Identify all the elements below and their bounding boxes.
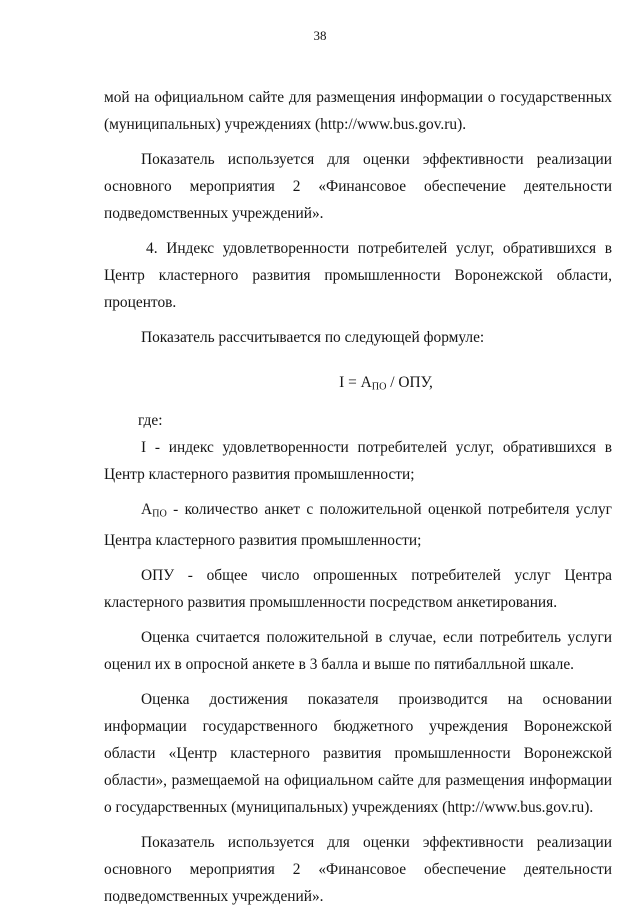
definition-i: I - индекс удовлетворенности потребителей услуг, обратившихся в Центр кластерного развития промышленности;: [104, 438, 612, 483]
paragraph-indicator-4: 4. Индекс удовлетворенности потребителей услуг, обратившихся в Центр кластерного развития промышленности Воронежской области, процентов.: [104, 240, 612, 311]
paragraph-usage-final: Показатель используется для оценки эффективности реализации основного мероприятия 2 «Финансовое обеспечение деятельности подведомственных учреждений».: [104, 834, 612, 906]
paragraph-formula-intro: Показатель рассчитывается по следующей формуле:: [141, 329, 485, 346]
definition-apo: [104, 496, 612, 555]
page-body: [104, 84, 612, 918]
formula-subscript: ПО: [371, 381, 387, 393]
formula-lhs: I = А: [339, 374, 372, 391]
definition-apo-symbol: А: [141, 500, 153, 518]
definition-apo-subscript: ПО: [152, 508, 167, 520]
paragraph-assessment: Оценка достижения показателя производится на основании информации государственного бюджетного учреждения Воронежской области «Центр кластерного развития промышленности Воронежской области», размещаемой на официальном сайте для размещения информации о государственных (муниципальных) учреждениях (http://www.bus.gov.ru).: [104, 691, 612, 817]
paragraph-continuation: мой на официальном сайте для размещения информации о государственных (муниципальных) учреждениях (http://www.bus.gov.ru).: [104, 89, 612, 133]
formula-rhs: / ОПУ,: [386, 374, 433, 391]
definition-opu: ОПУ - общее число опрошенных потребителей услуг Центра кластерного развития промышленности посредством анкетирования.: [104, 567, 612, 612]
paragraph-positive-rating: Оценка считается положительной в случае, если потребитель услуги оценил их в опросной анкете в 3 балла и выше по пятибалльной шкале.: [104, 629, 612, 674]
where-label: где:: [138, 411, 163, 429]
definition-apo-text: - количество анкет с положительной оценкой потребителя услуг Центра кластерного развития промышленности;: [104, 500, 612, 550]
formula: [104, 369, 612, 401]
page-number: 38: [313, 28, 327, 43]
paragraph-usage: Показатель используется для оценки эффективности реализации основного мероприятия 2 «Финансовое обеспечение деятельности подведомственных учреждений».: [104, 151, 612, 222]
